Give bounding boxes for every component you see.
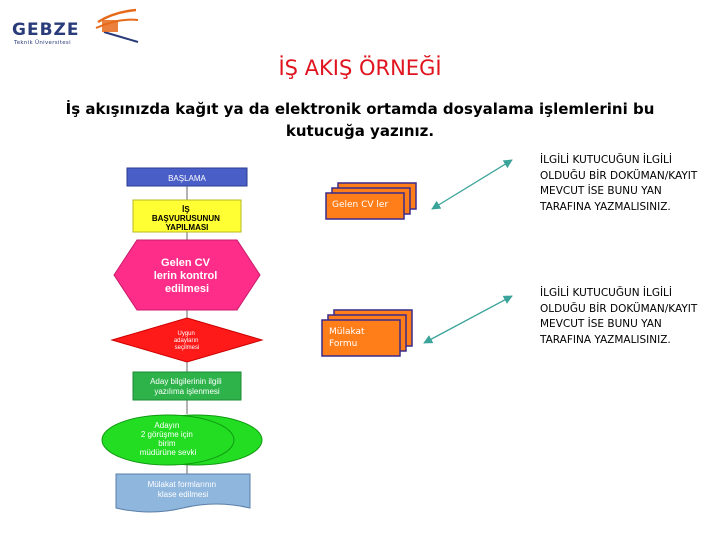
document-label-interview (329, 326, 389, 350)
note-2: İLGİLİ KUTUCUĞUN İLGİLİ OLDUĞU BİR DOKÜMAN/KAYIT MEVCUT İSE BUNU YAN TARAFINA YAZMALISINIZ. (540, 287, 698, 346)
step-label-application: İŞ BAŞVURUSUNUN YAPILMASI (151, 205, 220, 232)
step-label-cv-check: Gelen CV lerin kontrol edilmesi (153, 257, 218, 295)
step-label-software-entry: Aday bilgilerinin ilgili yazılıma işlenmesi (150, 377, 222, 396)
step-label-start: BAŞLAMA (168, 174, 206, 183)
logo-subtitle: Teknik Üniversitesi (14, 40, 71, 46)
page-title: İŞ AKIŞ ÖRNEĞİ (278, 56, 442, 80)
step-label-selection: Uygun adayların seçilmesi (173, 331, 200, 351)
logo-name: GEBZE (12, 20, 80, 40)
note-1: İLGİLİ KUTUCUĞUN İLGİLİ OLDUĞU BİR DOKÜMAN/KAYIT MEVCUT İSE BUNU YAN TARAFINA YAZMALISINIZ. (540, 154, 698, 213)
note-arrow-2 (424, 296, 512, 343)
document-label-cv: Gelen CV ler (332, 200, 389, 210)
document-label-interview-text: Mülakat Formu (329, 327, 365, 349)
note-arrow-1 (432, 160, 512, 209)
page-subtitle: İş akışınızda kağıt ya da elektronik ortamda dosyalama işlemlerini bu kutucuğa yazınız. (65, 100, 655, 140)
step-label-referral: Adayın 2 görüşme için birim müdürüne sevki (139, 421, 197, 457)
step-label-filing: Mülakat formlarının klase edilmesi (147, 480, 217, 499)
